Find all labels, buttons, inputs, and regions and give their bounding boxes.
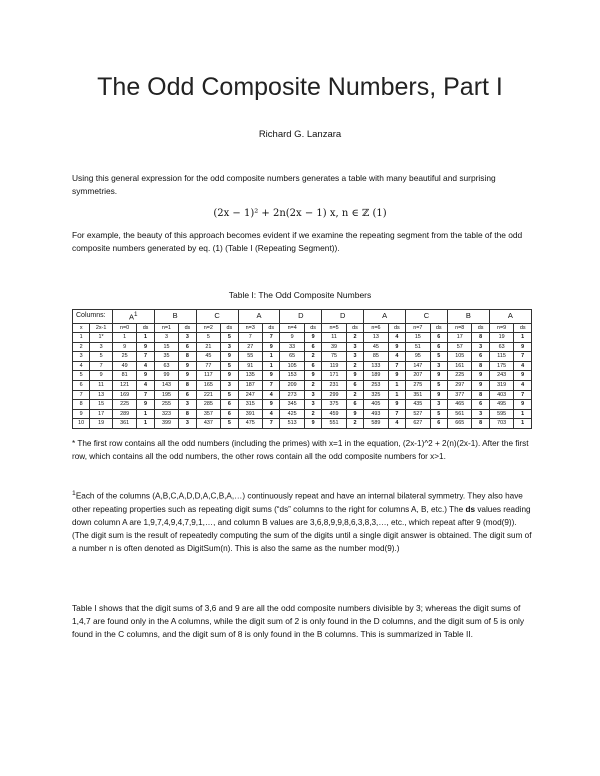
table-cell: 11 bbox=[322, 333, 347, 343]
table-cell: 9 bbox=[179, 371, 196, 381]
table-cell: 4 bbox=[73, 361, 90, 371]
table-cell: 133 bbox=[364, 361, 389, 371]
table-cell: 8 bbox=[472, 361, 489, 371]
table-cell: 6 bbox=[430, 419, 447, 429]
table-cell: 9 bbox=[346, 409, 363, 419]
subheader-cell: ds bbox=[179, 323, 196, 333]
table-cell: 375 bbox=[322, 400, 347, 410]
table-cell: 161 bbox=[447, 361, 472, 371]
table-cell: 9 bbox=[430, 390, 447, 400]
table-cell: 2 bbox=[346, 361, 363, 371]
table-cell: 9 bbox=[472, 381, 489, 391]
subheader-cell: n=7 bbox=[406, 323, 431, 333]
table-cell: 391 bbox=[238, 409, 263, 419]
table-row bbox=[73, 400, 532, 410]
table-cell: 399 bbox=[154, 419, 179, 429]
table-cell: 9 bbox=[304, 333, 321, 343]
table-cell: 63 bbox=[489, 342, 514, 352]
table-row bbox=[73, 390, 532, 400]
table-cell: 6 bbox=[73, 381, 90, 391]
table-cell: 325 bbox=[364, 390, 389, 400]
table-cell: 475 bbox=[238, 419, 263, 429]
table-cell: 7 bbox=[263, 333, 280, 343]
table-caption: Table I: The Odd Composite Numbers bbox=[228, 290, 372, 300]
table-cell: 1 bbox=[137, 419, 154, 429]
subheader-cell: ds bbox=[263, 323, 280, 333]
table-cell: 209 bbox=[280, 381, 305, 391]
example-paragraph: For example, the beauty of this approach becomes evident if we examine the repeating segment from the table of the odd composite numbers generated by eq. (1) (Table I (Repeating Segment)). bbox=[72, 230, 523, 253]
page-title: The Odd Composite Numbers, Part I bbox=[97, 73, 503, 101]
table-cell: 10 bbox=[73, 419, 90, 429]
table-cell: 7 bbox=[137, 390, 154, 400]
table-cell: 171 bbox=[322, 371, 347, 381]
table-cell: 15 bbox=[406, 333, 431, 343]
table-cell: 357 bbox=[196, 409, 221, 419]
table-cell: 1 bbox=[514, 419, 532, 429]
table-cell: 5 bbox=[430, 352, 447, 362]
table-cell: 7 bbox=[514, 390, 532, 400]
table-cell: 3 bbox=[304, 390, 321, 400]
group-label: B bbox=[154, 310, 196, 324]
table-cell: 15 bbox=[90, 400, 112, 410]
table-cell: 3 bbox=[430, 400, 447, 410]
table-cell: 437 bbox=[196, 419, 221, 429]
table-cell: 1 bbox=[73, 333, 90, 343]
subheader-row bbox=[73, 323, 532, 333]
table-cell: 9 bbox=[514, 371, 532, 381]
table-cell: 119 bbox=[322, 361, 347, 371]
table-cell: 5 bbox=[430, 381, 447, 391]
table-cell: 3 bbox=[221, 342, 238, 352]
subheader-cell: x bbox=[73, 323, 90, 333]
table-cell: 1 bbox=[388, 390, 405, 400]
table-cell: 9 bbox=[137, 371, 154, 381]
group-label: A bbox=[489, 310, 531, 324]
table-cell: 435 bbox=[406, 400, 431, 410]
table-cell: 299 bbox=[322, 390, 347, 400]
table-cell: 51 bbox=[406, 342, 431, 352]
table-cell: 459 bbox=[322, 409, 347, 419]
subheader-cell: n=1 bbox=[154, 323, 179, 333]
table-cell: 231 bbox=[322, 381, 347, 391]
odd-composite-table bbox=[72, 309, 532, 429]
table-cell: 225 bbox=[112, 400, 137, 410]
table-cell: 493 bbox=[364, 409, 389, 419]
table-cell: 27 bbox=[238, 342, 263, 352]
table-cell: 665 bbox=[447, 419, 472, 429]
table-cell: 99 bbox=[154, 371, 179, 381]
subheader-cell: ds bbox=[472, 323, 489, 333]
subheader-cell: ds bbox=[304, 323, 321, 333]
subheader-cell: ds bbox=[221, 323, 238, 333]
table-cell: 6 bbox=[472, 352, 489, 362]
table-cell: 7 bbox=[263, 381, 280, 391]
table-cell: 13 bbox=[90, 390, 112, 400]
subheader-cell: n=9 bbox=[489, 323, 514, 333]
table-cell: 1 bbox=[388, 381, 405, 391]
table-cell: 45 bbox=[364, 342, 389, 352]
table-cell: 1 bbox=[263, 352, 280, 362]
table-cell: 35 bbox=[154, 352, 179, 362]
table-cell: 527 bbox=[406, 409, 431, 419]
table-cell: 91 bbox=[238, 361, 263, 371]
table-cell: 165 bbox=[196, 381, 221, 391]
table-cell: 11 bbox=[90, 381, 112, 391]
table-cell: 65 bbox=[280, 352, 305, 362]
table-cell: 319 bbox=[489, 381, 514, 391]
table-cell: 425 bbox=[280, 409, 305, 419]
table-cell: 2 bbox=[346, 333, 363, 343]
table-cell: 147 bbox=[406, 361, 431, 371]
subheader-cell: 2x-1 bbox=[90, 323, 112, 333]
table-cell: 3 bbox=[472, 409, 489, 419]
group-label: A bbox=[238, 310, 280, 324]
table-cell: 6 bbox=[221, 409, 238, 419]
table-row bbox=[73, 352, 532, 362]
table-cell: 15 bbox=[154, 342, 179, 352]
table-row bbox=[73, 333, 532, 343]
table-cell: 25 bbox=[112, 352, 137, 362]
table-cell: 187 bbox=[238, 381, 263, 391]
table-cell: 9 bbox=[304, 419, 321, 429]
table-cell: 17 bbox=[90, 409, 112, 419]
subheader-cell: n=5 bbox=[322, 323, 347, 333]
subheader-cell: n=3 bbox=[238, 323, 263, 333]
table-cell: 9 bbox=[263, 342, 280, 352]
table-cell: 2 bbox=[304, 381, 321, 391]
group-label: D bbox=[322, 310, 364, 324]
table-cell: 4 bbox=[388, 419, 405, 429]
subheader-cell: ds bbox=[430, 323, 447, 333]
table-row bbox=[73, 342, 532, 352]
table-cell: 595 bbox=[489, 409, 514, 419]
table-cell: 7 bbox=[238, 333, 263, 343]
table-row bbox=[73, 371, 532, 381]
table-cell: 63 bbox=[154, 361, 179, 371]
table-cell: 9 bbox=[388, 400, 405, 410]
table-cell: 7 bbox=[514, 352, 532, 362]
table-cell: 8 bbox=[472, 333, 489, 343]
table-cell: 143 bbox=[154, 381, 179, 391]
table-cell: 253 bbox=[364, 381, 389, 391]
table-cell: 17 bbox=[447, 333, 472, 343]
table-cell: 275 bbox=[406, 381, 431, 391]
group-label: C bbox=[406, 310, 448, 324]
table-cell: 9 bbox=[388, 342, 405, 352]
group-label: C bbox=[196, 310, 238, 324]
subheader-cell: n=6 bbox=[364, 323, 389, 333]
table-cell: 13 bbox=[364, 333, 389, 343]
table-cell: 1* bbox=[90, 333, 112, 343]
table-cell: 9 bbox=[280, 333, 305, 343]
table-cell: 6 bbox=[304, 342, 321, 352]
intro-paragraph: Using this general expression for the odd composite numbers generates a table with many beautiful and surprising symmetries. bbox=[72, 173, 496, 196]
table-cell: 221 bbox=[196, 390, 221, 400]
table-cell: 6 bbox=[304, 361, 321, 371]
table-cell: 9 bbox=[137, 400, 154, 410]
table-cell: 9 bbox=[90, 371, 112, 381]
author: Richard G. Lanzara bbox=[258, 129, 342, 140]
table-cell: 3 bbox=[346, 352, 363, 362]
table-cell: 405 bbox=[364, 400, 389, 410]
table-cell: 5 bbox=[73, 371, 90, 381]
table-cell: 39 bbox=[322, 342, 347, 352]
table-cell: 55 bbox=[238, 352, 263, 362]
table-cell: 169 bbox=[112, 390, 137, 400]
table-cell: 1 bbox=[263, 361, 280, 371]
table-cell: 189 bbox=[364, 371, 389, 381]
table-cell: 8 bbox=[179, 409, 196, 419]
group-label: A bbox=[364, 310, 406, 324]
table-cell: 9 bbox=[221, 352, 238, 362]
table-row bbox=[73, 409, 532, 419]
table-cell: 6 bbox=[346, 381, 363, 391]
subheader-cell: ds bbox=[514, 323, 532, 333]
table-cell: 323 bbox=[154, 409, 179, 419]
table-cell: 8 bbox=[472, 390, 489, 400]
table-cell: 345 bbox=[280, 400, 305, 410]
table-cell: 7 bbox=[263, 419, 280, 429]
table-cell: 9 bbox=[304, 371, 321, 381]
table-cell: 225 bbox=[447, 371, 472, 381]
table-cell: 1 bbox=[514, 333, 532, 343]
table-cell: 1 bbox=[112, 333, 137, 343]
table-cell: 255 bbox=[154, 400, 179, 410]
table-cell: 5 bbox=[196, 333, 221, 343]
table-cell: 2 bbox=[346, 390, 363, 400]
table-cell: 297 bbox=[447, 381, 472, 391]
table-cell: 7 bbox=[137, 352, 154, 362]
table-cell: 85 bbox=[364, 352, 389, 362]
table-cell: 5 bbox=[90, 352, 112, 362]
table-cell: 6 bbox=[179, 342, 196, 352]
table-cell: 3 bbox=[430, 361, 447, 371]
table-cell: 4 bbox=[263, 390, 280, 400]
table-cell: 5 bbox=[221, 390, 238, 400]
table-cell: 561 bbox=[447, 409, 472, 419]
table-cell: 627 bbox=[406, 419, 431, 429]
table-cell: 115 bbox=[489, 352, 514, 362]
table-row bbox=[73, 381, 532, 391]
table-cell: 7 bbox=[73, 390, 90, 400]
subheader-cell: ds bbox=[346, 323, 363, 333]
column-group-header-row bbox=[73, 310, 532, 324]
table-cell: 9 bbox=[137, 342, 154, 352]
table-cell: 8 bbox=[73, 400, 90, 410]
group-label: $A^1$ bbox=[112, 310, 154, 324]
table-cell: 9 bbox=[263, 400, 280, 410]
table-cell: 285 bbox=[196, 400, 221, 410]
table-cell: 7 bbox=[90, 361, 112, 371]
table-cell: 289 bbox=[112, 409, 137, 419]
table-cell: 5 bbox=[430, 409, 447, 419]
table-cell: 8 bbox=[179, 352, 196, 362]
table-cell: 19 bbox=[90, 419, 112, 429]
table-cell: 6 bbox=[346, 400, 363, 410]
table-cell: 3 bbox=[154, 333, 179, 343]
table-cell: 8 bbox=[472, 419, 489, 429]
table-cell: 2 bbox=[73, 342, 90, 352]
table-cell: 7 bbox=[388, 409, 405, 419]
table-cell: 207 bbox=[406, 371, 431, 381]
table-cell: 9 bbox=[430, 371, 447, 381]
table-cell: 4 bbox=[388, 333, 405, 343]
table-cell: 703 bbox=[489, 419, 514, 429]
table-cell: 2 bbox=[304, 409, 321, 419]
table-cell: 4 bbox=[388, 352, 405, 362]
subheader-cell: ds bbox=[388, 323, 405, 333]
table-cell: 243 bbox=[489, 371, 514, 381]
table-cell: 495 bbox=[489, 400, 514, 410]
table-cell: 3 bbox=[472, 342, 489, 352]
group-label: D bbox=[280, 310, 322, 324]
table-cell: 4 bbox=[137, 381, 154, 391]
table-cell: 2 bbox=[346, 419, 363, 429]
table-cell: 551 bbox=[322, 419, 347, 429]
table-cell: 9 bbox=[388, 371, 405, 381]
table-cell: 195 bbox=[154, 390, 179, 400]
table-cell: 9 bbox=[221, 371, 238, 381]
table-cell: 4 bbox=[514, 361, 532, 371]
table-cell: 377 bbox=[447, 390, 472, 400]
table-cell: 3 bbox=[179, 419, 196, 429]
table-cell: 247 bbox=[238, 390, 263, 400]
closing-paragraph: Table I shows that the digit sums of 3,6 and 9 are all the odd composite numbers divisible by 3; whereas the digit sums of 1,4,7 are found only in the A columns, while the digit sum of 2 is only found in the D columns, and the digit sum of 5 is only found in the C columns, and the digit sum of 8 is only found in the B columns. This is summarized in Table II. bbox=[72, 603, 525, 639]
table-cell: 5 bbox=[221, 333, 238, 343]
subheader-cell: n=0 bbox=[112, 323, 137, 333]
table-cell: 45 bbox=[196, 352, 221, 362]
table-cell: 9 bbox=[179, 361, 196, 371]
table-cell: 5 bbox=[221, 361, 238, 371]
columns-label: Columns: bbox=[73, 310, 113, 324]
table-cell: 105 bbox=[447, 352, 472, 362]
table-cell: 9 bbox=[73, 409, 90, 419]
table-cell: 1 bbox=[137, 333, 154, 343]
table-cell: 4 bbox=[137, 361, 154, 371]
table-cell: 9 bbox=[472, 371, 489, 381]
table-cell: 33 bbox=[280, 342, 305, 352]
table-row bbox=[73, 361, 532, 371]
table-cell: 3 bbox=[346, 342, 363, 352]
table-cell: 6 bbox=[221, 400, 238, 410]
table-cell: 9 bbox=[514, 342, 532, 352]
table-cell: 9 bbox=[112, 342, 137, 352]
table-cell: 21 bbox=[196, 342, 221, 352]
table-cell: 2 bbox=[304, 352, 321, 362]
table-cell: 465 bbox=[447, 400, 472, 410]
table-cell: 6 bbox=[472, 400, 489, 410]
table-note: * The first row contains all the odd numbers (including the primes) with x=1 in the equation, (2x-1)^2 + 2(n)(2x-1). After the first row, which contains all the odd numbers, the other rows contain all the odd composite numbers for x>1. bbox=[72, 439, 529, 461]
table-cell: 273 bbox=[280, 390, 305, 400]
table-cell: 175 bbox=[489, 361, 514, 371]
table-cell: 4 bbox=[263, 409, 280, 419]
table-cell: 57 bbox=[447, 342, 472, 352]
table-cell: 1 bbox=[137, 409, 154, 419]
subheader-cell: n=2 bbox=[196, 323, 221, 333]
group-label: B bbox=[447, 310, 489, 324]
table-cell: 513 bbox=[280, 419, 305, 429]
table-cell: 117 bbox=[196, 371, 221, 381]
table-cell: 4 bbox=[514, 381, 532, 391]
table-cell: 75 bbox=[322, 352, 347, 362]
table-cell: 3 bbox=[90, 342, 112, 352]
table-cell: 315 bbox=[238, 400, 263, 410]
table-cell: 121 bbox=[112, 381, 137, 391]
footnote: $^1$Each of the columns (A,B,C,A,D,D,A,C,B,A,…) continuously repeat and have an internal bilateral symmetry. They also have other repeating properties such as repeating digit sums (“ds” columns to the right for columns A, B, etc.) The ds values reading down column A are 1,9,7,4,9,4,7,9,1,…, and column B values are 3,6,8,9,9,8,6,3,8,3,…, etc., which repeat after 9 (mod(9)). (The digit sum is the result of repeatedly computing the sum of the digits until a single digit answer is obtained. The digit sum of a number n is often denoted as DigitSum(n). This is also the same as the number mod(9).) bbox=[72, 490, 532, 553]
table-cell: 9 bbox=[346, 371, 363, 381]
table-cell: 351 bbox=[406, 390, 431, 400]
table-cell: 7 bbox=[388, 361, 405, 371]
subheader-cell: n=4 bbox=[280, 323, 305, 333]
table-cell: 361 bbox=[112, 419, 137, 429]
equation: (2x − 1)² + 2n(2x − 1) x, n ∈ ℤ (1) bbox=[213, 208, 387, 219]
table-cell: 3 bbox=[73, 352, 90, 362]
table-cell: 9 bbox=[514, 400, 532, 410]
table-cell: 49 bbox=[112, 361, 137, 371]
table-cell: 5 bbox=[221, 419, 238, 429]
table-cell: 9 bbox=[263, 371, 280, 381]
table-cell: 95 bbox=[406, 352, 431, 362]
subheader-cell: n=8 bbox=[447, 323, 472, 333]
table-cell: 6 bbox=[179, 390, 196, 400]
table-cell: 589 bbox=[364, 419, 389, 429]
table-cell: 81 bbox=[112, 371, 137, 381]
table-cell: 403 bbox=[489, 390, 514, 400]
table-cell: 19 bbox=[489, 333, 514, 343]
table-cell: 3 bbox=[221, 381, 238, 391]
table-cell: 135 bbox=[238, 371, 263, 381]
table-cell: 105 bbox=[280, 361, 305, 371]
table-cell: 77 bbox=[196, 361, 221, 371]
table-cell: 6 bbox=[430, 333, 447, 343]
table-cell: 1 bbox=[514, 409, 532, 419]
table-cell: 153 bbox=[280, 371, 305, 381]
table-row bbox=[73, 419, 532, 429]
table-cell: 3 bbox=[304, 400, 321, 410]
table-cell: 6 bbox=[430, 342, 447, 352]
table-cell: 8 bbox=[179, 381, 196, 391]
subheader-cell: ds bbox=[137, 323, 154, 333]
table-cell: 3 bbox=[179, 333, 196, 343]
table-cell: 3 bbox=[179, 400, 196, 410]
